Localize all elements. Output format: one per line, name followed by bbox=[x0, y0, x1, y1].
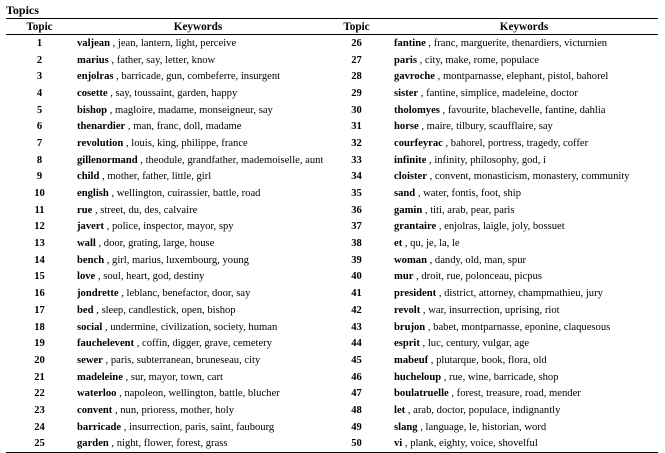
topic-number: 25 bbox=[6, 436, 73, 453]
lead-keyword: tholomyes bbox=[394, 104, 440, 116]
other-keywords: , undermine, civilization, society, human bbox=[102, 321, 278, 333]
topic-number: 32 bbox=[351, 137, 362, 149]
topic-keywords bbox=[390, 319, 658, 336]
topic-number: 47 bbox=[351, 388, 362, 400]
topic-keywords bbox=[390, 369, 658, 386]
other-keywords: , montparnasse, elephant, pistol, bahorel bbox=[435, 71, 609, 83]
table-row bbox=[6, 436, 658, 453]
lead-keyword: esprit bbox=[394, 338, 420, 350]
other-keywords: , maire, tilbury, scaufflaire, say bbox=[418, 121, 553, 133]
topic-keywords bbox=[73, 302, 323, 319]
topic-keywords bbox=[73, 285, 323, 302]
topic-keywords bbox=[390, 419, 658, 436]
other-keywords: , district, attorney, champmathieu, jury bbox=[436, 288, 603, 300]
lead-keyword: let bbox=[394, 404, 406, 416]
lead-keyword: horse bbox=[394, 121, 419, 133]
topic-keywords bbox=[390, 152, 658, 169]
other-keywords: , titi, arab, pear, paris bbox=[422, 204, 515, 216]
topic-header-right: Topic bbox=[323, 19, 390, 35]
other-keywords: , mother, father, little, girl bbox=[99, 171, 212, 183]
lead-keyword: wall bbox=[77, 238, 96, 250]
other-keywords: , favourite, blachevelle, fantine, dahlia bbox=[439, 104, 606, 116]
topic-keywords bbox=[73, 219, 323, 236]
topic-number: 9 bbox=[36, 171, 43, 183]
table-row bbox=[6, 202, 658, 219]
lead-keyword: thenardier bbox=[77, 121, 126, 133]
other-keywords: , jean, lantern, light, perceive bbox=[109, 37, 237, 49]
other-keywords: , leblanc, benefactor, door, say bbox=[118, 288, 251, 300]
topic-number: 2 bbox=[36, 54, 43, 66]
topic-keywords bbox=[73, 335, 323, 352]
lead-keyword: infinite bbox=[394, 154, 427, 166]
table-row bbox=[6, 169, 658, 186]
other-keywords: , bahorel, portress, tragedy, coffer bbox=[442, 137, 589, 149]
other-keywords: , magloire, madame, monseigneur, say bbox=[107, 104, 273, 116]
lead-keyword: love bbox=[77, 271, 96, 283]
topic-number: 39 bbox=[351, 254, 362, 266]
other-keywords: , babet, montparnasse, eponine, claquesous bbox=[425, 321, 611, 333]
lead-keyword: revolt bbox=[394, 304, 421, 316]
topic-keywords bbox=[73, 252, 323, 269]
lead-keyword: hucheloup bbox=[394, 371, 442, 383]
other-keywords: , language, le, historian, word bbox=[417, 421, 547, 433]
table-row bbox=[6, 185, 658, 202]
other-keywords: , rue, wine, barricade, shop bbox=[441, 371, 559, 383]
lead-keyword: madeleine bbox=[77, 371, 123, 383]
lead-keyword: boulatruelle bbox=[394, 388, 449, 400]
topic-keywords bbox=[390, 269, 658, 286]
topic-number: 10 bbox=[34, 188, 45, 200]
topic-keywords bbox=[73, 352, 323, 369]
lead-keyword: rue bbox=[77, 204, 93, 216]
lead-keyword: convent bbox=[77, 404, 113, 416]
topic-number: 49 bbox=[351, 421, 362, 433]
topic-keywords bbox=[73, 185, 323, 202]
lead-keyword: brujon bbox=[394, 321, 426, 333]
topic-number: 27 bbox=[351, 54, 362, 66]
topic-number: 11 bbox=[34, 204, 45, 216]
lead-keyword: barricade bbox=[77, 421, 122, 433]
other-keywords: , arab, doctor, populace, indignantly bbox=[405, 404, 561, 416]
other-keywords: , street, du, des, calvaire bbox=[92, 204, 198, 216]
table-caption: Topics bbox=[6, 3, 39, 17]
lead-keyword: gamin bbox=[394, 204, 423, 216]
topic-number: 20 bbox=[34, 354, 45, 366]
topic-keywords bbox=[73, 419, 323, 436]
other-keywords: , infinity, philosophy, god, i bbox=[426, 154, 546, 166]
topic-number: 31 bbox=[351, 121, 362, 133]
topic-number: 15 bbox=[34, 271, 45, 283]
lead-keyword: fantine bbox=[394, 37, 426, 49]
lead-keyword: et bbox=[394, 238, 403, 250]
topic-keywords bbox=[73, 402, 323, 419]
lead-keyword: president bbox=[394, 288, 437, 300]
lead-keyword: mabeuf bbox=[394, 354, 429, 366]
lead-keyword: gavroche bbox=[394, 71, 435, 83]
topic-keywords bbox=[390, 436, 658, 453]
topic-keywords bbox=[73, 52, 323, 69]
other-keywords: , fantine, simplice, madeleine, doctor bbox=[418, 87, 578, 99]
topic-keywords bbox=[390, 185, 658, 202]
topic-number: 45 bbox=[351, 354, 362, 366]
other-keywords: , water, fontis, foot, ship bbox=[415, 188, 521, 200]
lead-keyword: jondrette bbox=[77, 288, 119, 300]
topic-number: 1 bbox=[36, 37, 43, 49]
topic-keywords bbox=[390, 402, 658, 419]
topic-keywords bbox=[390, 68, 658, 85]
topic-keywords bbox=[390, 202, 658, 219]
table-row bbox=[6, 219, 658, 236]
lead-keyword: bishop bbox=[77, 104, 108, 116]
topic-keywords bbox=[73, 369, 323, 386]
topic-number: 28 bbox=[351, 71, 362, 83]
table-row bbox=[6, 35, 658, 52]
table-row bbox=[6, 319, 658, 336]
topic-number: 6 bbox=[36, 121, 43, 133]
lead-keyword: child bbox=[77, 171, 100, 183]
other-keywords: , enjolras, laigle, joly, bossuet bbox=[436, 221, 565, 233]
topic-keywords bbox=[73, 152, 323, 169]
other-keywords: , girl, marius, luxembourg, young bbox=[104, 254, 249, 266]
lead-keyword: bed bbox=[77, 304, 94, 316]
topic-keywords bbox=[73, 35, 323, 52]
topic-number: 18 bbox=[34, 321, 45, 333]
topic-number: 36 bbox=[351, 204, 362, 216]
topic-keywords bbox=[390, 35, 658, 52]
other-keywords: , paris, subterranean, bruneseau, city bbox=[102, 354, 261, 366]
topic-keywords bbox=[390, 219, 658, 236]
lead-keyword: valjean bbox=[77, 37, 110, 49]
other-keywords: , wellington, cuirassier, battle, road bbox=[108, 188, 261, 200]
topic-number: 40 bbox=[351, 271, 362, 283]
table-row bbox=[6, 252, 658, 269]
topic-number: 37 bbox=[351, 221, 362, 233]
lead-keyword: javert bbox=[77, 221, 105, 233]
other-keywords: , luc, century, vulgar, age bbox=[419, 338, 530, 350]
topic-keywords bbox=[73, 235, 323, 252]
topic-keywords bbox=[390, 302, 658, 319]
topic-number: 16 bbox=[34, 288, 45, 300]
topic-number: 30 bbox=[351, 104, 362, 116]
topic-keywords bbox=[390, 169, 658, 186]
table-body bbox=[6, 35, 658, 453]
table-row bbox=[6, 135, 658, 152]
topic-number: 14 bbox=[34, 254, 45, 266]
other-keywords: , louis, king, philippe, france bbox=[123, 137, 248, 149]
lead-keyword: paris bbox=[394, 54, 417, 66]
lead-keyword: english bbox=[77, 188, 109, 200]
lead-keyword: sister bbox=[394, 87, 419, 99]
topic-number: 34 bbox=[351, 171, 362, 183]
topic-number: 46 bbox=[351, 371, 362, 383]
other-keywords: , man, franc, doll, madame bbox=[125, 121, 242, 133]
lead-keyword: gillenormand bbox=[77, 154, 138, 166]
table-row bbox=[6, 419, 658, 436]
topic-keywords bbox=[390, 235, 658, 252]
table-row bbox=[6, 152, 658, 169]
lead-keyword: mur bbox=[394, 271, 414, 283]
table-row bbox=[6, 335, 658, 352]
topic-keywords bbox=[390, 352, 658, 369]
lead-keyword: fauchelevent bbox=[77, 338, 135, 350]
topic-number: 44 bbox=[351, 338, 362, 350]
lead-keyword: social bbox=[77, 321, 103, 333]
topic-number: 23 bbox=[34, 404, 45, 416]
other-keywords: , sleep, candlestick, open, bishop bbox=[93, 304, 236, 316]
topic-keywords bbox=[73, 135, 323, 152]
lead-keyword: cloister bbox=[394, 171, 427, 183]
topic-keywords bbox=[73, 385, 323, 402]
table-row bbox=[6, 385, 658, 402]
lead-keyword: bench bbox=[77, 254, 105, 266]
topic-number: 24 bbox=[34, 421, 45, 433]
other-keywords: , plutarque, book, flora, old bbox=[428, 354, 547, 366]
table-row bbox=[6, 52, 658, 69]
other-keywords: , night, flower, forest, grass bbox=[108, 438, 228, 450]
lead-keyword: vi bbox=[394, 438, 403, 450]
other-keywords: , qu, je, la, le bbox=[402, 238, 460, 250]
lead-keyword: revolution bbox=[77, 137, 124, 149]
other-keywords: , dandy, old, man, spur bbox=[426, 254, 527, 266]
table-row bbox=[6, 118, 658, 135]
lead-keyword: enjolras bbox=[77, 71, 114, 83]
topic-keywords bbox=[390, 102, 658, 119]
other-keywords: , nun, prioress, mother, holy bbox=[112, 404, 234, 416]
table-row bbox=[6, 352, 658, 369]
topic-number: 17 bbox=[34, 304, 45, 316]
header-row bbox=[6, 19, 658, 35]
other-keywords: , theodule, grandfather, mademoiselle, aunt bbox=[137, 154, 323, 166]
topic-number: 8 bbox=[36, 154, 43, 166]
other-keywords: , door, grating, large, house bbox=[95, 238, 215, 250]
topic-keywords bbox=[390, 85, 658, 102]
topic-keywords bbox=[390, 135, 658, 152]
topic-keywords bbox=[73, 319, 323, 336]
lead-keyword: courfeyrac bbox=[394, 137, 443, 149]
topic-number: 33 bbox=[351, 154, 362, 166]
table-row bbox=[6, 285, 658, 302]
topic-keywords bbox=[390, 385, 658, 402]
topic-number: 12 bbox=[34, 221, 45, 233]
other-keywords: , franc, marguerite, thenardiers, victurnien bbox=[425, 37, 608, 49]
topic-number: 38 bbox=[351, 238, 362, 250]
lead-keyword: garden bbox=[77, 438, 109, 450]
topics-table bbox=[6, 18, 658, 453]
topic-keywords bbox=[73, 68, 323, 85]
table-row bbox=[6, 402, 658, 419]
other-keywords: , droit, rue, polonceau, picpus bbox=[413, 271, 542, 283]
topic-number: 19 bbox=[34, 338, 45, 350]
topic-number: 29 bbox=[351, 87, 362, 99]
lead-keyword: waterloo bbox=[77, 388, 117, 400]
table-row bbox=[6, 269, 658, 286]
topic-keywords bbox=[73, 169, 323, 186]
table-row bbox=[6, 369, 658, 386]
topic-number: 5 bbox=[36, 104, 43, 116]
other-keywords: , plank, eighty, voice, shovelful bbox=[402, 438, 538, 450]
lead-keyword: woman bbox=[394, 254, 427, 266]
other-keywords: , war, insurrection, uprising, riot bbox=[420, 304, 560, 316]
lead-keyword: grantaire bbox=[394, 221, 437, 233]
other-keywords: , soul, heart, god, destiny bbox=[95, 271, 205, 283]
other-keywords: , insurrection, paris, saint, faubourg bbox=[121, 421, 275, 433]
topic-keywords bbox=[73, 202, 323, 219]
topic-keywords bbox=[73, 118, 323, 135]
topic-number: 3 bbox=[36, 71, 43, 83]
other-keywords: , forest, treasure, road, mender bbox=[448, 388, 581, 400]
keywords-header-left: Keywords bbox=[73, 19, 323, 35]
other-keywords: , father, say, letter, know bbox=[108, 54, 216, 66]
topic-number: 22 bbox=[34, 388, 45, 400]
topic-header-left: Topic bbox=[6, 19, 73, 35]
topic-keywords bbox=[390, 52, 658, 69]
other-keywords: , police, inspector, mayor, spy bbox=[104, 221, 234, 233]
other-keywords: , sur, mayor, town, cart bbox=[122, 371, 223, 383]
other-keywords: , city, make, rome, populace bbox=[416, 54, 539, 66]
lead-keyword: marius bbox=[77, 54, 109, 66]
topic-number: 21 bbox=[34, 371, 45, 383]
other-keywords: , napoleon, wellington, battle, blucher bbox=[116, 388, 280, 400]
topic-keywords bbox=[390, 285, 658, 302]
topic-number: 41 bbox=[351, 288, 362, 300]
table-row bbox=[6, 102, 658, 119]
lead-keyword: slang bbox=[394, 421, 418, 433]
topic-keywords bbox=[390, 335, 658, 352]
other-keywords: , say, toussaint, garden, happy bbox=[107, 87, 238, 99]
topic-number: 7 bbox=[36, 137, 43, 149]
topic-number: 48 bbox=[351, 404, 362, 416]
topic-number: 4 bbox=[36, 87, 43, 99]
lead-keyword: sewer bbox=[77, 354, 103, 366]
lead-keyword: sand bbox=[394, 188, 416, 200]
topic-keywords bbox=[73, 85, 323, 102]
topic-number: 35 bbox=[351, 188, 362, 200]
topic-number: 50 bbox=[323, 436, 390, 453]
topic-keywords bbox=[73, 269, 323, 286]
table-row bbox=[6, 85, 658, 102]
lead-keyword: cosette bbox=[77, 87, 108, 99]
table-row bbox=[6, 302, 658, 319]
keywords-header-right: Keywords bbox=[390, 19, 658, 35]
topic-keywords bbox=[390, 252, 658, 269]
other-keywords: , coffin, digger, grave, cemetery bbox=[134, 338, 272, 350]
topic-number: 42 bbox=[351, 304, 362, 316]
other-keywords: , convent, monasticism, monastery, community bbox=[426, 171, 630, 183]
topic-number: 26 bbox=[351, 37, 362, 49]
topic-number: 43 bbox=[351, 321, 362, 333]
table-row bbox=[6, 235, 658, 252]
other-keywords: , barricade, gun, combeferre, insurgent bbox=[113, 71, 281, 83]
topic-keywords bbox=[73, 436, 323, 453]
topic-number: 13 bbox=[34, 238, 45, 250]
topic-keywords bbox=[73, 102, 323, 119]
table-row bbox=[6, 68, 658, 85]
topic-keywords bbox=[390, 118, 658, 135]
